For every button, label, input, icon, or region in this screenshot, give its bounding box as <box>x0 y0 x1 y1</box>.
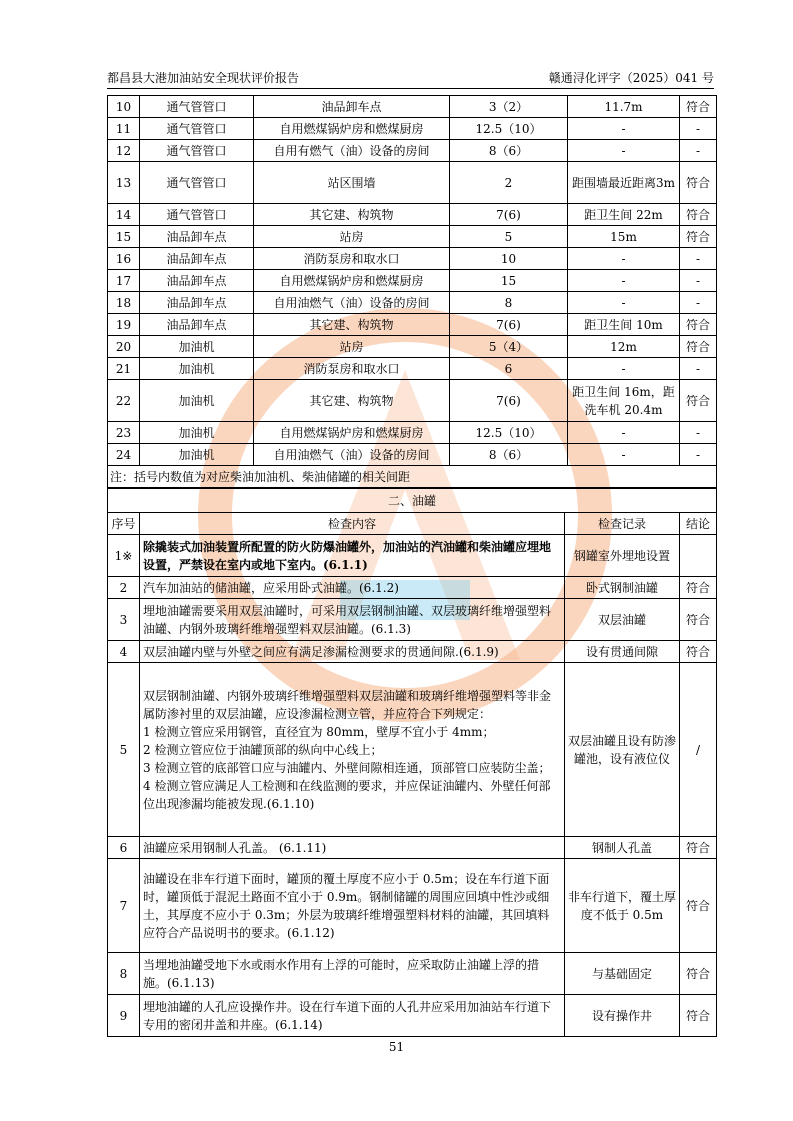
check-content-cell: 埋地油罐需要采用双层油罐时，可采用双层钢制油罐、双层玻璃纤维增强塑料油罐、内钢外玻璃纤维增强塑料双层油罐。(6.1.3) <box>140 599 565 641</box>
item-name-cell: 通气管管口 <box>140 204 254 226</box>
target-name-cell: 油品卸车点 <box>254 96 450 118</box>
header-row <box>108 513 717 535</box>
tank-check-table <box>107 488 717 1037</box>
row-number-cell: 8 <box>108 953 140 995</box>
check-content-cell: 当埋地油罐受地下水或雨水作用有上浮的可能时，应采取防止油罐上浮的措施。(6.1.13) <box>140 953 565 995</box>
table-row <box>108 336 717 358</box>
target-name-cell: 自用燃煤锅炉房和燃煤厨房 <box>254 270 450 292</box>
row-number-cell: 17 <box>108 270 140 292</box>
table-row <box>108 599 717 641</box>
row-number-cell: 22 <box>108 380 140 422</box>
conclusion-cell: - <box>680 444 717 466</box>
actual-distance-cell: 15m <box>568 226 680 248</box>
item-name-cell: 通气管管口 <box>140 162 254 204</box>
section-header-row <box>108 489 717 513</box>
standard-distance-cell: 8（6） <box>450 444 568 466</box>
target-name-cell: 自用有燃气（油）设备的房间 <box>254 140 450 162</box>
table-row <box>108 444 717 466</box>
table-row <box>108 96 717 118</box>
standard-distance-cell: 12.5（10） <box>450 422 568 444</box>
conclusion-cell: 符合 <box>680 837 717 859</box>
header-report-number: 赣通浔化评字（2025）041 号 <box>548 71 714 85</box>
result-header: 结论 <box>680 513 717 535</box>
actual-distance-cell: 距卫生间 22m <box>568 204 680 226</box>
check-record-cell: 双层油罐且设有防渗罐池，设有液位仪 <box>565 663 680 837</box>
target-name-cell: 站房 <box>254 336 450 358</box>
item-name-cell: 加油机 <box>140 336 254 358</box>
standard-distance-cell: 7(6) <box>450 380 568 422</box>
target-name-cell: 站区围墙 <box>254 162 450 204</box>
conclusion-cell: 符合 <box>680 96 717 118</box>
item-name-cell: 油品卸车点 <box>140 292 254 314</box>
row-number-cell: 3 <box>108 599 140 641</box>
standard-distance-cell: 7(6) <box>450 314 568 336</box>
item-name-cell: 油品卸车点 <box>140 270 254 292</box>
target-name-cell: 站房 <box>254 226 450 248</box>
table-row <box>108 641 717 663</box>
table-row <box>108 358 717 380</box>
conclusion-cell: 符合 <box>680 995 717 1037</box>
table-row <box>108 314 717 336</box>
target-name-cell: 自用燃煤锅炉房和燃煤厨房 <box>254 118 450 140</box>
actual-distance-cell: 12m <box>568 336 680 358</box>
table-row <box>108 270 717 292</box>
row-number-cell: 23 <box>108 422 140 444</box>
check-record-cell: 卧式钢制油罐 <box>565 577 680 599</box>
table-row <box>108 226 717 248</box>
conclusion-cell: - <box>680 270 717 292</box>
table-row <box>108 292 717 314</box>
item-name-cell: 油品卸车点 <box>140 248 254 270</box>
table-row <box>108 162 717 204</box>
check-record-cell: 设有操作井 <box>565 995 680 1037</box>
table-row <box>108 995 717 1037</box>
check-content-cell: 油罐设在非车行道下面时，罐顶的覆土厚度不应小于 0.5m；设在车行道下面时，罐顶低于混泥土路面不宜小于 0.9m。钢制储罐的周围应回填中性沙或细土，其厚度不应小于 0.3m；外层为玻璃纤维增强塑料材料的油罐，其回填料应符合产品说明书的要求。(6.1.12) <box>140 859 565 953</box>
conclusion-cell: 符合 <box>680 599 717 641</box>
table-row <box>108 204 717 226</box>
content-line: 2 检测立管应位于油罐顶部的纵向中心线上； <box>143 742 383 757</box>
standard-distance-cell: 6 <box>450 358 568 380</box>
actual-distance-cell: 11.7m <box>568 96 680 118</box>
item-name-cell: 通气管管口 <box>140 140 254 162</box>
item-name-cell: 加油机 <box>140 422 254 444</box>
row-number-cell: 4 <box>108 641 140 663</box>
conclusion-cell: - <box>680 358 717 380</box>
row-number-cell: 15 <box>108 226 140 248</box>
item-name-cell: 通气管管口 <box>140 96 254 118</box>
table-row <box>108 859 717 953</box>
actual-distance-cell: - <box>568 422 680 444</box>
table-row <box>108 140 717 162</box>
check-content-cell: 汽车加油站的储油罐，应采用卧式油罐。(6.1.2) <box>140 577 565 599</box>
table-row <box>108 953 717 995</box>
standard-distance-cell: 8（6） <box>450 140 568 162</box>
actual-distance-cell: 距卫生间 10m <box>568 314 680 336</box>
conclusion-cell: 符合 <box>680 577 717 599</box>
table-row <box>108 422 717 444</box>
check-record-cell: 钢制人孔盖 <box>565 837 680 859</box>
table-row <box>108 380 717 422</box>
item-name-cell: 加油机 <box>140 444 254 466</box>
conclusion-cell: - <box>680 140 717 162</box>
table-row <box>108 118 717 140</box>
actual-distance-cell: - <box>568 270 680 292</box>
row-number-cell: 9 <box>108 995 140 1037</box>
standard-distance-cell: 8 <box>450 292 568 314</box>
standard-distance-cell: 3（2） <box>450 96 568 118</box>
content-header: 检查内容 <box>140 513 565 535</box>
table-note: 注：括号内数值为对应柴油加油机、柴油储罐的相关间距 <box>108 466 717 488</box>
row-number-cell: 18 <box>108 292 140 314</box>
conclusion-cell: 符合 <box>680 859 717 953</box>
target-name-cell: 自用燃煤锅炉房和燃煤厨房 <box>254 422 450 444</box>
check-content-cell: 油罐应采用钢制人孔盖。 (6.1.11) <box>140 837 565 859</box>
target-name-cell: 自用油燃气（油）设备的房间 <box>254 444 450 466</box>
row-number-cell: 13 <box>108 162 140 204</box>
conclusion-cell: - <box>680 118 717 140</box>
note-row <box>108 466 717 488</box>
content-line: 4 检测立管应满足人工检测和在线监测的要求，并应保证油罐内、外壁任何部位出现渗漏均能被发现.(6.1.10) <box>143 778 551 811</box>
target-name-cell: 消防泵房和取水口 <box>254 248 450 270</box>
item-name-cell: 油品卸车点 <box>140 226 254 248</box>
table-row <box>108 577 717 599</box>
conclusion-cell: - <box>680 292 717 314</box>
check-content-cell <box>140 663 565 837</box>
conclusion-cell: 符合 <box>680 380 717 422</box>
item-name-cell: 通气管管口 <box>140 118 254 140</box>
check-record-cell: 非车行道下，覆土厚度不低于 0.5m <box>565 859 680 953</box>
row-number-cell: 6 <box>108 837 140 859</box>
standard-distance-cell: 7(6) <box>450 204 568 226</box>
standard-distance-cell: 2 <box>450 162 568 204</box>
row-number-cell: 2 <box>108 577 140 599</box>
target-name-cell: 消防泵房和取水口 <box>254 358 450 380</box>
item-name-cell: 加油机 <box>140 358 254 380</box>
check-content-cell: 埋地油罐的人孔应设操作井。设在行车道下面的人孔井应采用加油站车行道下专用的密闭井盖和井座。(6.1.14) <box>140 995 565 1037</box>
content-line: 1 检测立管应采用钢管，直径宜为 80mm，壁厚不宜小于 4mm； <box>143 724 495 739</box>
row-number-cell: 19 <box>108 314 140 336</box>
check-record-cell: 双层油罐 <box>565 599 680 641</box>
check-record-cell: 钢罐室外埋地设置 <box>565 535 680 577</box>
row-number-cell: 24 <box>108 444 140 466</box>
actual-distance-cell: - <box>568 118 680 140</box>
row-number-cell: 16 <box>108 248 140 270</box>
item-name-cell: 油品卸车点 <box>140 314 254 336</box>
conclusion-cell <box>680 535 717 577</box>
target-name-cell: 其它建、构筑物 <box>254 314 450 336</box>
standard-distance-cell: 5 <box>450 226 568 248</box>
actual-distance-cell: - <box>568 358 680 380</box>
check-content-cell: 双层油罐内壁与外壁之间应有满足渗漏检测要求的贯通间隙.(6.1.9) <box>140 641 565 663</box>
row-number-cell: 20 <box>108 336 140 358</box>
check-record-cell: 设有贯通间隙 <box>565 641 680 663</box>
check-record-cell: 与基础固定 <box>565 953 680 995</box>
row-number-cell: 14 <box>108 204 140 226</box>
distance-table <box>107 95 717 488</box>
standard-distance-cell: 10 <box>450 248 568 270</box>
actual-distance-cell: - <box>568 444 680 466</box>
actual-distance-cell: 距围墙最近距离3m <box>568 162 680 204</box>
target-name-cell: 其它建、构筑物 <box>254 204 450 226</box>
conclusion-cell: 符合 <box>680 641 717 663</box>
sequence-header: 序号 <box>108 513 140 535</box>
standard-distance-cell: 12.5（10） <box>450 118 568 140</box>
conclusion-cell: 符合 <box>680 162 717 204</box>
conclusion-cell: / <box>680 663 717 837</box>
content-line: 3 检测立管的底部管口应与油罐内、外壁间隙相连通，顶部管口应装防尘盖； <box>143 760 551 775</box>
conclusion-cell: 符合 <box>680 953 717 995</box>
row-number-cell: 12 <box>108 140 140 162</box>
standard-distance-cell: 15 <box>450 270 568 292</box>
row-number-cell: 5 <box>108 663 140 837</box>
conclusion-cell: 符合 <box>680 336 717 358</box>
target-name-cell: 其它建、构筑物 <box>254 380 450 422</box>
table-row <box>108 535 717 577</box>
check-content-cell: 除撬装式加油装置所配置的防火防爆油罐外，加油站的汽油罐和柴油罐应埋地设置，严禁设在室内或地下室内。(6.1.1) <box>140 535 565 577</box>
row-number-cell: 7 <box>108 859 140 953</box>
actual-distance-cell: - <box>568 292 680 314</box>
table-row <box>108 663 717 837</box>
row-number-cell: 11 <box>108 118 140 140</box>
page-header <box>107 66 714 89</box>
table-row <box>108 248 717 270</box>
actual-distance-cell: - <box>568 140 680 162</box>
row-number-cell: 21 <box>108 358 140 380</box>
row-number-cell: 10 <box>108 96 140 118</box>
section-title: 二、油罐 <box>108 489 717 513</box>
actual-distance-cell: 距卫生间 16m，距洗车机 20.4m <box>568 380 680 422</box>
target-name-cell: 自用油燃气（油）设备的房间 <box>254 292 450 314</box>
row-number-cell: 1※ <box>108 535 140 577</box>
conclusion-cell: 符合 <box>680 204 717 226</box>
actual-distance-cell: - <box>568 248 680 270</box>
content-line: 双层钢制油罐、内钢外玻璃纤维增强塑料双层油罐和玻璃纤维增强塑料等非金属防渗衬里的双层油罐，应设渗漏检测立管，并应符合下列规定： <box>143 688 552 721</box>
page-number: 51 <box>388 1040 405 1054</box>
conclusion-cell: - <box>680 248 717 270</box>
item-name-cell: 加油机 <box>140 380 254 422</box>
header-report-title: 都昌县大港加油站安全现状评价报告 <box>107 71 300 85</box>
record-header: 检查记录 <box>565 513 680 535</box>
conclusion-cell: - <box>680 422 717 444</box>
conclusion-cell: 符合 <box>680 226 717 248</box>
standard-distance-cell: 5（4） <box>450 336 568 358</box>
table-row <box>108 837 717 859</box>
conclusion-cell: 符合 <box>680 314 717 336</box>
